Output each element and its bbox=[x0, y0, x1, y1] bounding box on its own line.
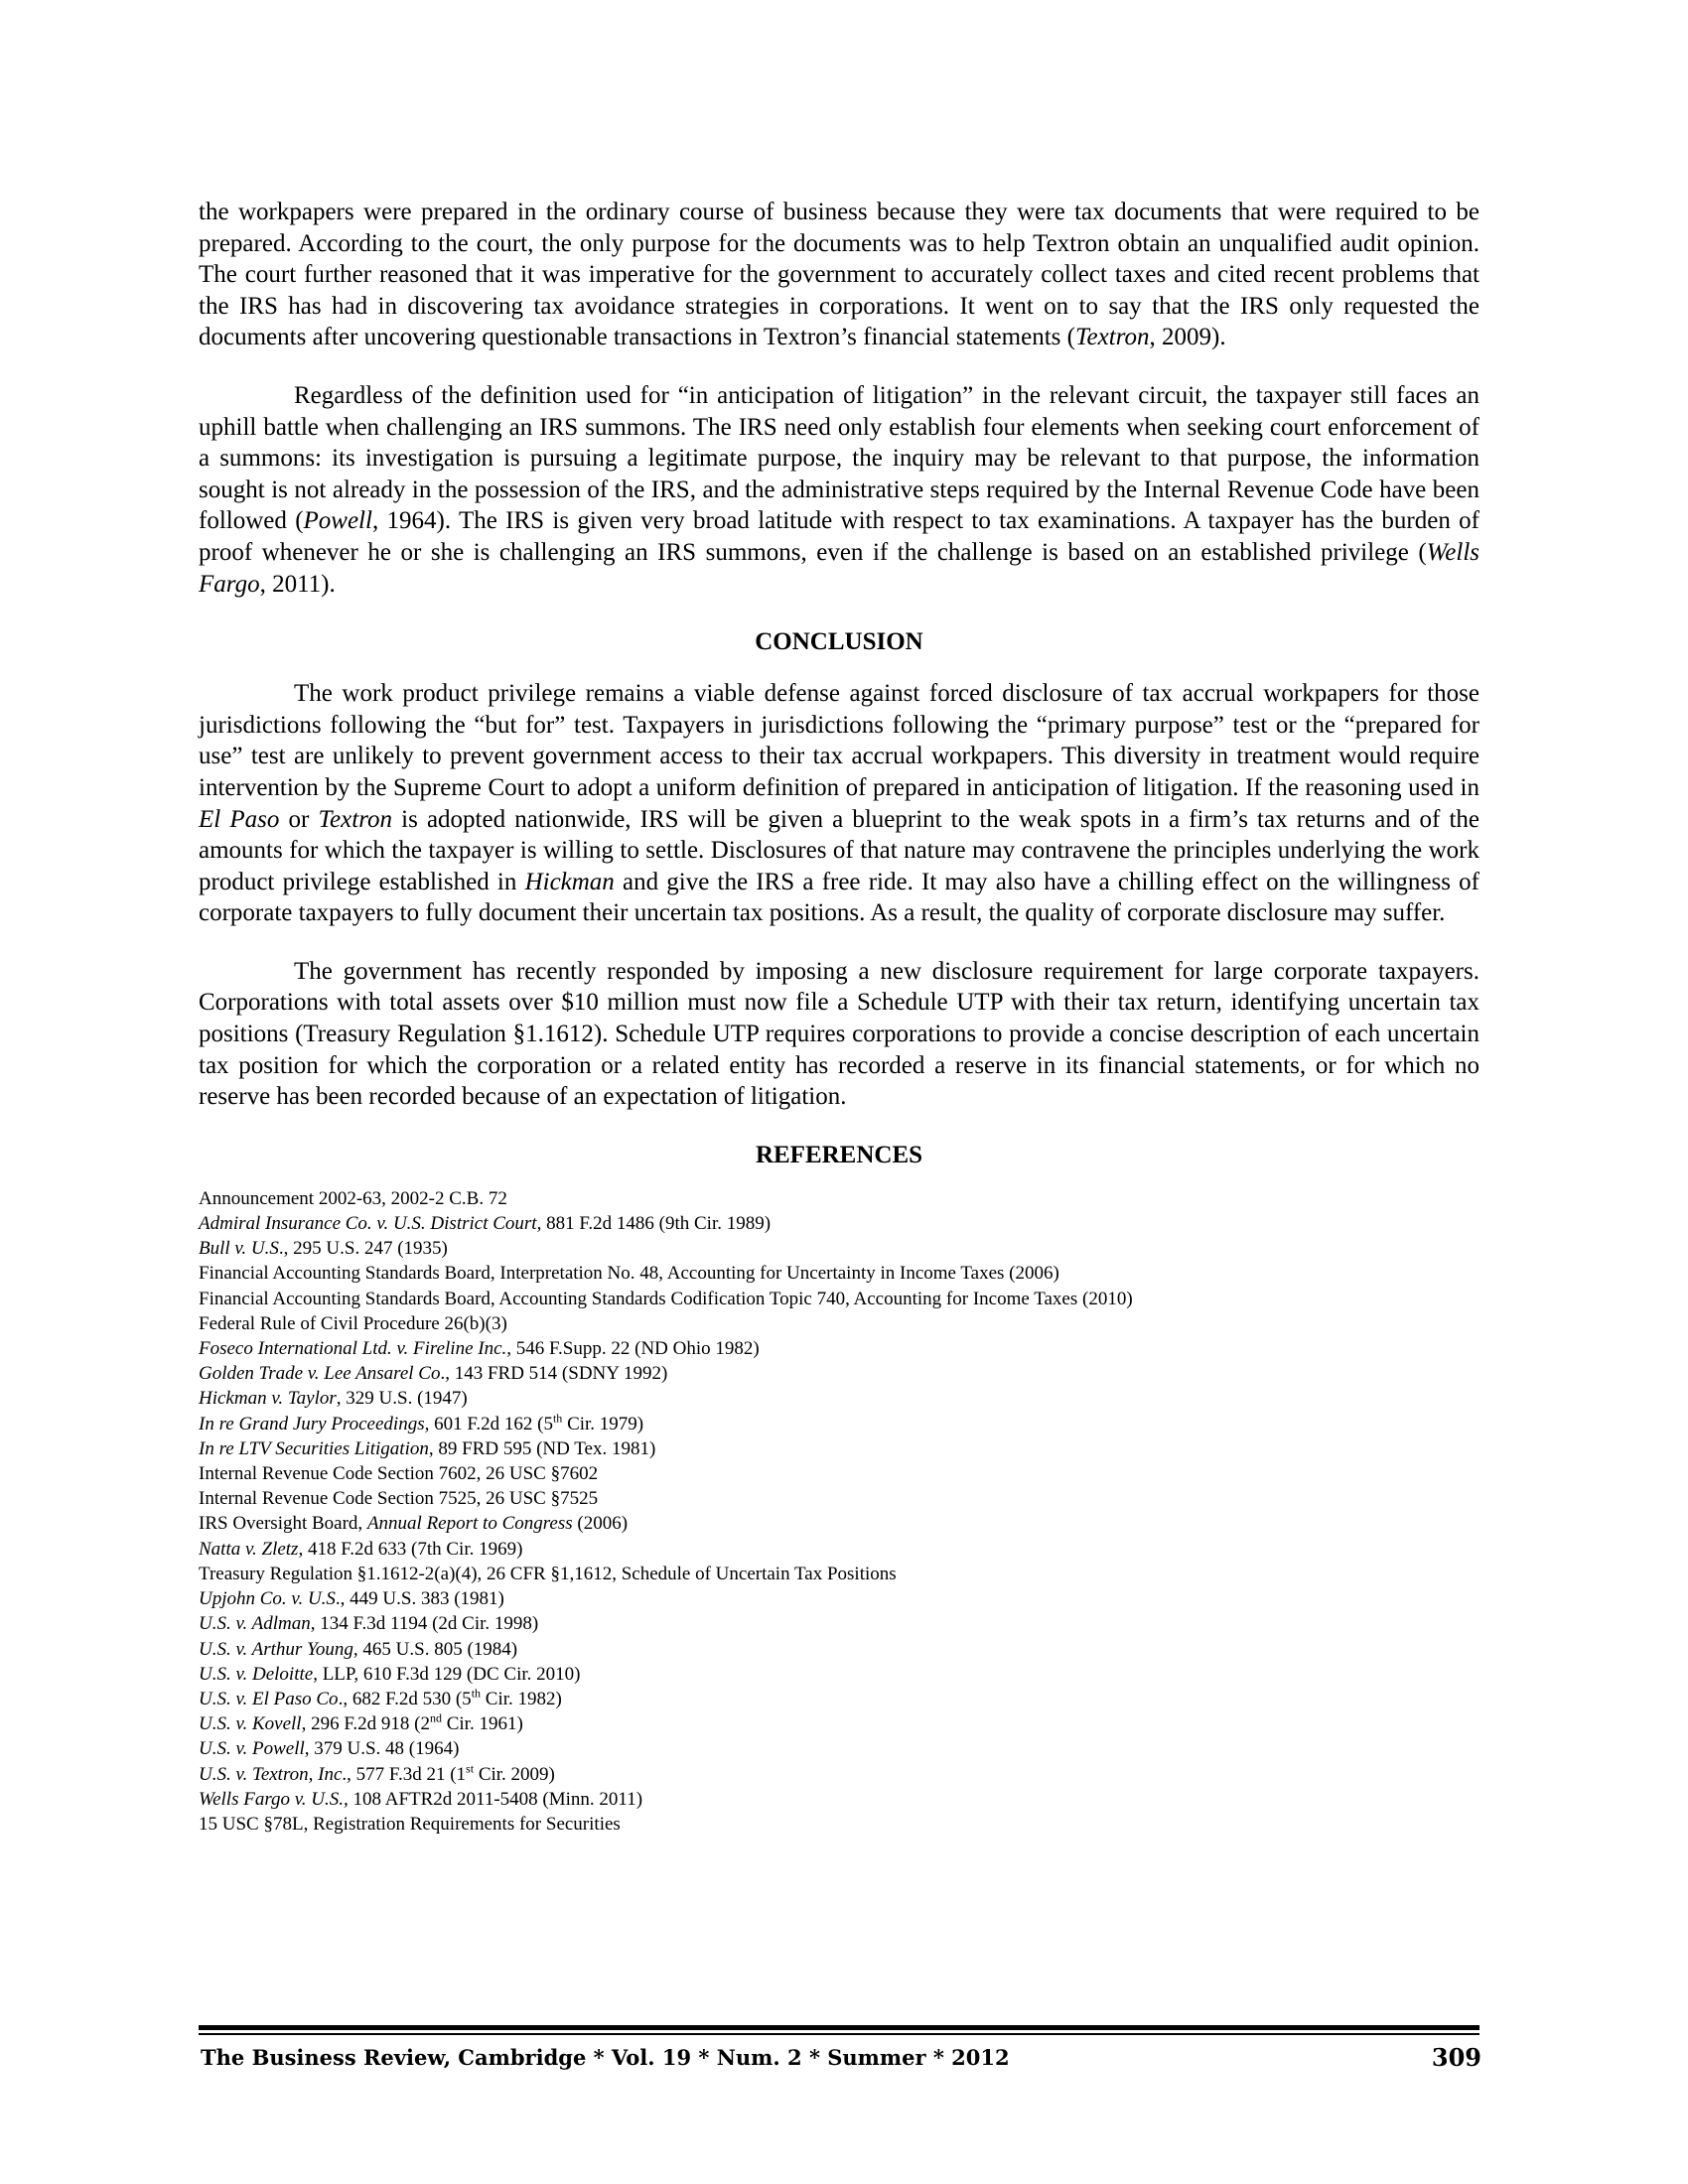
text-run: Cir. 2009) bbox=[474, 1763, 555, 1785]
reference-entry bbox=[199, 1562, 1479, 1586]
italic-text: U.S. v. Kovell bbox=[199, 1713, 302, 1735]
reference-entry bbox=[199, 1186, 1479, 1211]
italic-text: El Paso bbox=[199, 805, 280, 833]
text-run: ., 295 U.S. 247 (1935) bbox=[278, 1238, 448, 1260]
text-run: Federal Rule of Civil Procedure 26(b)(3) bbox=[199, 1312, 507, 1334]
text-run: The government has recently responded by imposing a new disclosure requirement for large corporate taxpayers. Corporations with total assets over $10 million must now file a Schedule UTP with their tax return, identifying uncertain tax positions (Treasury Regulation §1.1612). Schedule UTP requires corporations to provide a concise description of each uncertain tax position for which the corporation or a related entity has recorded a reserve in its financial statements, or for which no reserve has been recorded because of an expectation of litigation. bbox=[199, 957, 1479, 1111]
article-body bbox=[199, 197, 1479, 1837]
text-run: Cir. 1979) bbox=[562, 1413, 644, 1434]
reference-entry bbox=[199, 1236, 1479, 1261]
text-run: the workpapers were prepared in the ordinary course of business because they were tax documents that were required to be prepared. According to the court, the only purpose for the documents was to help Textron obtain an unqualified audit opinion. The court further reasoned that it was imperative for the government to accurately collect taxes and cited recent problems that the IRS has had in discovering tax avoidance strategies in corporations. It went on to say that the IRS only requested the documents after uncovering questionable transactions in Textron’s financial statements ( bbox=[199, 199, 1479, 351]
text-run: 881 F.2d 1486 (9th Cir. 1989) bbox=[541, 1213, 772, 1235]
reference-entry bbox=[199, 1287, 1479, 1311]
superscript: th bbox=[552, 1411, 563, 1426]
page-number: 309 bbox=[1431, 2043, 1481, 2072]
italic-text: Golden Trade v. Lee Ansarel Co bbox=[199, 1363, 441, 1385]
reference-entry bbox=[199, 1486, 1479, 1511]
reference-entry bbox=[199, 1386, 1479, 1411]
text-run: 601 F.2d 162 (5 bbox=[429, 1413, 553, 1434]
italic-text: In re Grand Jury Proceedings, bbox=[199, 1413, 430, 1434]
conclusion-heading: CONCLUSION bbox=[755, 628, 923, 656]
italic-text: Powell bbox=[303, 507, 372, 535]
text-run: Cir. 1982) bbox=[481, 1688, 562, 1709]
text-run: , 89 FRD 595 (ND Tex. 1981) bbox=[428, 1437, 656, 1459]
text-run: Regardless of the definition used for “in anticipation of litigation” in the relevant circuit, the taxpayer still faces an uphill battle when challenging an IRS summons. The IRS need only establish four elements when seeking court enforcement of a summons: its investigation is pursuing a legitimate purpose, the inquiry may be relevant to that purpose, the information sought is not already in the possession of the IRS, and the administrative steps required by the Internal Revenue Code have been followed ( bbox=[199, 381, 1479, 535]
text-run: , LLP, 610 F.3d 129 (DC Cir. 2010) bbox=[313, 1663, 581, 1685]
reference-entry bbox=[199, 1537, 1479, 1562]
italic-text: Wells Fargo bbox=[199, 538, 1479, 598]
text-run: Announcement 2002-63, 2002-2 C.B. 72 bbox=[199, 1187, 507, 1209]
text-run: is adopted nationwide, IRS will be given a blueprint to the weak spots in a firm’s tax returns and of the amounts for which the taxpayer is willing to settle. Disclosures of that nature may contravene the principles underlying the work product privilege established in bbox=[199, 805, 1480, 895]
italic-text: U.S. v. Deloitte bbox=[199, 1663, 314, 1685]
footer-rule-thin bbox=[199, 2033, 1479, 2035]
reference-entry bbox=[199, 1311, 1479, 1336]
text-run: 108 AFTR2d 2011-5408 (Minn. 2011) bbox=[348, 1788, 643, 1810]
text-run: The work product privilege remains a viable defense against forced disclosure of tax accrual workpapers for those jurisdictions following the “but for” test. Taxpayers in jurisdictions following the “primary purpose” test or the “prepared for use” test are unlikely to prevent government access to their tax accrual workpapers. This diversity in treatment would require intervention by the Supreme Court to adopt a uniform definition of prepared in anticipation of litigation. If the reasoning used in bbox=[199, 680, 1479, 801]
text-run: ., 449 U.S. 383 (1981) bbox=[335, 1588, 504, 1610]
text-run: , 1964). The IRS is given very broad latitude with respect to tax examinations. A taxpayer has the burden of proof whenever he or she is challenging an IRS summons, even if the challenge is based on an established privilege ( bbox=[199, 507, 1479, 566]
reference-entry bbox=[199, 1336, 1479, 1361]
reference-entry bbox=[199, 1637, 1479, 1662]
reference-entry bbox=[199, 1361, 1479, 1386]
italic-text: U.S. v. Textron, Inc bbox=[199, 1763, 343, 1785]
text-run: 546 F.Supp. 22 (ND Ohio 1982) bbox=[511, 1338, 760, 1360]
text-run: , 465 U.S. 805 (1984) bbox=[352, 1638, 518, 1660]
text-run: ., 577 F.3d 21 (1 bbox=[342, 1763, 467, 1785]
body-paragraph-2 bbox=[199, 380, 1479, 600]
conclusion-paragraph-1 bbox=[199, 678, 1479, 929]
text-run: Financial Accounting Standards Board, Accounting Standards Codification Topic 740, Accounting for Income Taxes (2010) bbox=[199, 1288, 1133, 1309]
italic-text: Upjohn Co. v. U.S bbox=[199, 1588, 336, 1610]
reference-entry bbox=[199, 1586, 1479, 1611]
superscript: st bbox=[466, 1761, 475, 1776]
text-run: , 296 F.2d 918 (2 bbox=[301, 1713, 430, 1735]
journal-footer: The Business Review, Cambridge * Vol. 19 * Num. 2 * Summer * 2012 bbox=[201, 2045, 1010, 2070]
italic-text: Wells Fargo v. U.S., bbox=[199, 1788, 349, 1810]
text-run: Financial Accounting Standards Board, Interpretation No. 48, Accounting for Uncertainty in Income Taxes (2006) bbox=[199, 1263, 1059, 1285]
italic-text: U.S. v. Arthur Young bbox=[199, 1638, 353, 1660]
italic-text: Foseco International Ltd. v. Fireline Inc., bbox=[199, 1338, 512, 1360]
text-run: Treasury Regulation §1.1612-2(a)(4), 26 CFR §1,1612, Schedule of Uncertain Tax Positions bbox=[199, 1563, 897, 1584]
text-run: , 134 F.3d 1194 (2d Cir. 1998) bbox=[310, 1613, 539, 1635]
reference-entry bbox=[199, 1611, 1479, 1636]
reference-entry bbox=[199, 1511, 1479, 1536]
reference-entry bbox=[199, 1736, 1479, 1761]
text-run: or bbox=[279, 805, 319, 833]
italic-text: Natta v. Zletz bbox=[199, 1538, 299, 1560]
body-paragraph-1 bbox=[199, 197, 1479, 353]
references-list bbox=[199, 1186, 1479, 1837]
text-run: IRS Oversight Board, bbox=[199, 1513, 367, 1535]
italic-text: Hickman bbox=[524, 868, 615, 895]
italic-text: Textron bbox=[318, 805, 393, 833]
superscript: nd bbox=[429, 1710, 442, 1725]
text-run: Internal Revenue Code Section 7602, 26 USC §7602 bbox=[199, 1463, 599, 1485]
italic-text: Hickman v. Taylor bbox=[199, 1388, 337, 1410]
text-run: (2006) bbox=[572, 1513, 629, 1535]
reference-entry bbox=[199, 1436, 1479, 1461]
references-heading: REFERENCES bbox=[755, 1141, 923, 1168]
body-paragraphs bbox=[199, 197, 1479, 600]
text-run: , 2009). bbox=[1149, 324, 1226, 351]
italic-text: U.S. v. Powell bbox=[199, 1738, 305, 1760]
text-run: , 329 U.S. (1947) bbox=[336, 1388, 468, 1410]
text-run: , 418 F.2d 633 (7th Cir. 1969) bbox=[298, 1538, 523, 1560]
text-run: ., 143 FRD 514 (SDNY 1992) bbox=[440, 1363, 668, 1385]
text-run: 15 USC §78L, Registration Requirements for Securities bbox=[199, 1813, 621, 1835]
text-run: , 2011). bbox=[259, 570, 336, 598]
conclusion-paragraphs bbox=[199, 678, 1479, 1113]
conclusion-paragraph-2 bbox=[199, 956, 1479, 1113]
reference-entry bbox=[199, 1412, 1479, 1436]
reference-entry bbox=[199, 1812, 1479, 1837]
text-run: , 379 U.S. 48 (1964) bbox=[304, 1738, 460, 1760]
italic-text: Annual Report to Congress bbox=[366, 1513, 573, 1535]
reference-entry bbox=[199, 1787, 1479, 1812]
text-run: and give the IRS a free ride. It may also have a chilling effect on the willingness of corporate taxpayers to fully document their uncertain tax positions. As a result, the quality of corporate disclosure may suffer. bbox=[199, 868, 1479, 927]
reference-entry bbox=[199, 1762, 1479, 1787]
italic-text: Textron bbox=[1074, 324, 1150, 351]
reference-entry bbox=[199, 1662, 1479, 1687]
footer-rule bbox=[199, 2025, 1479, 2030]
italic-text: U.S. v. El Paso Co bbox=[199, 1688, 339, 1709]
italic-text: U.S. v. Adlman bbox=[199, 1613, 311, 1635]
italic-text: In re LTV Securities Litigation bbox=[199, 1437, 429, 1459]
text-run: Cir. 1961) bbox=[441, 1713, 523, 1735]
text-run: ., 682 F.2d 530 (5 bbox=[338, 1688, 472, 1709]
italic-text: Bull v. U.S bbox=[199, 1238, 279, 1260]
reference-entry bbox=[199, 1687, 1479, 1711]
reference-entry bbox=[199, 1461, 1479, 1486]
reference-entry bbox=[199, 1211, 1479, 1236]
text-run: Internal Revenue Code Section 7525, 26 USC §7525 bbox=[199, 1488, 599, 1510]
italic-text: Admiral Insurance Co. v. U.S. District Court, bbox=[199, 1213, 542, 1235]
superscript: th bbox=[471, 1686, 482, 1701]
reference-entry bbox=[199, 1261, 1479, 1286]
reference-entry bbox=[199, 1711, 1479, 1736]
